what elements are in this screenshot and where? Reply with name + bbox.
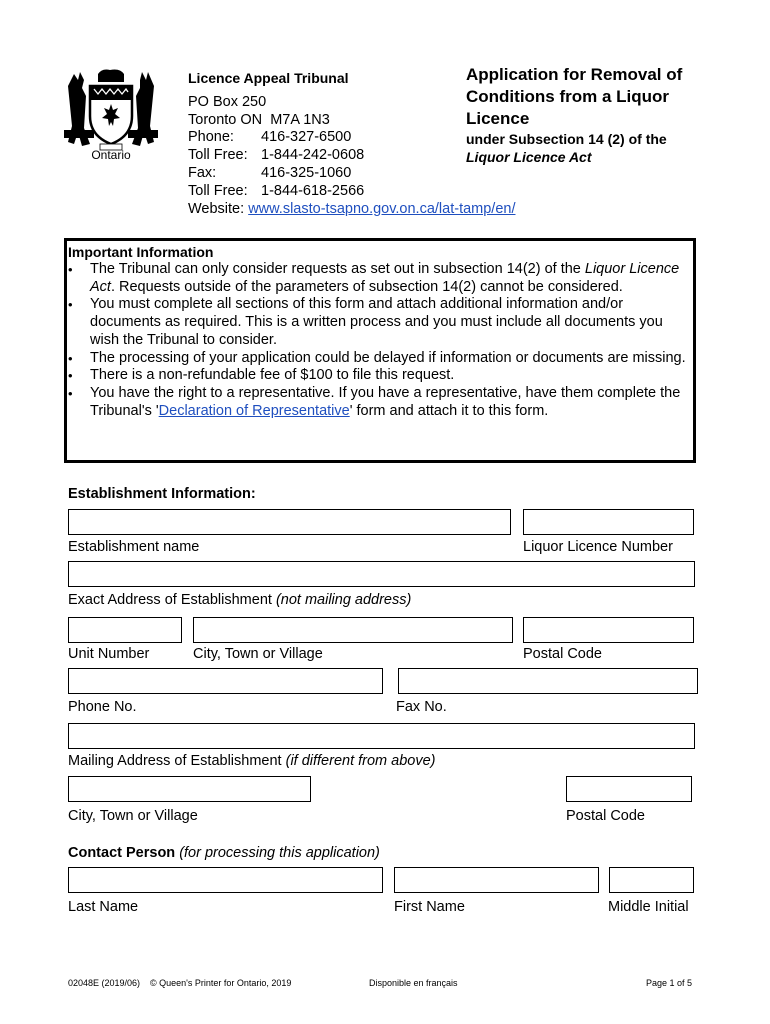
phone-label: Phone: xyxy=(188,129,234,145)
fax-no-input[interactable] xyxy=(398,668,698,694)
mailing-city-input[interactable] xyxy=(68,776,311,802)
form-title xyxy=(466,64,726,130)
info-bullet-2: • You must complete all sections of this form and attach additional information and/or documents as required. This is a written process and you must include all documents you wish the Tribunal to consider. xyxy=(68,296,692,349)
form-title-line-2: Conditions from a Liquor xyxy=(466,87,670,106)
info-bullet-5-text-b: ' form and attach it to this form. xyxy=(349,402,549,419)
liquor-licence-number-label: Liquor Licence Number xyxy=(523,539,673,555)
mailing-city-label: City, Town or Village xyxy=(68,808,198,824)
mailing-label-note: (if different from above) xyxy=(285,753,436,769)
fax-value: 416-325-1060 xyxy=(261,165,352,181)
french-availability: Disponible en français xyxy=(369,978,458,988)
phone-no-label: Phone No. xyxy=(68,699,137,715)
phone-no-input[interactable] xyxy=(68,668,383,694)
form-subtitle xyxy=(466,130,667,166)
tollfree2-value: 1-844-618-2566 xyxy=(261,183,365,199)
contact-heading-note: (for processing this application) xyxy=(175,845,380,861)
mailing-postal-code-label: Postal Code xyxy=(566,808,645,824)
establishment-address-input[interactable] xyxy=(68,561,695,587)
last-name-label: Last Name xyxy=(68,899,139,915)
fax-line xyxy=(188,164,351,182)
city-line: Toronto ON M7A 1N3 xyxy=(188,112,330,128)
phone-value: 416-327-6500 xyxy=(261,129,352,145)
mailing-address-input[interactable] xyxy=(68,723,695,749)
tollfree2-line xyxy=(188,182,364,200)
last-name-input[interactable] xyxy=(68,867,383,893)
middle-initial-input[interactable] xyxy=(609,867,694,893)
info-bullet-3: • The processing of your application could be delayed if information or documents are missing. xyxy=(68,350,692,368)
tollfree-line xyxy=(188,146,364,164)
form-title-line-1: Application for Removal of xyxy=(466,65,683,84)
postal-code-label: Postal Code xyxy=(523,646,602,662)
copyright: © Queen's Printer for Ontario, 2019 xyxy=(150,978,292,988)
info-bullet-1-text-a: The Tribunal can only consider requests as set out in subsection 14(2) of the xyxy=(90,261,585,277)
mailing-address-label xyxy=(68,753,436,769)
liquor-licence-number-input[interactable] xyxy=(523,509,694,535)
first-name-label: First Name xyxy=(394,899,465,915)
page-number: Page 1 of 5 xyxy=(646,978,693,988)
contact-heading-text: Contact Person xyxy=(68,845,176,861)
subtitle-line-1: under Subsection 14 (2) of the xyxy=(466,131,667,147)
establishment-name-label: Establishment name xyxy=(68,539,200,555)
establishment-name-input[interactable] xyxy=(68,509,511,535)
address-label-text: Exact Address of Establishment xyxy=(68,592,276,608)
important-info-heading: Important Information xyxy=(68,244,214,260)
po-box: PO Box 250 xyxy=(188,94,267,110)
org-name: Licence Appeal Tribunal xyxy=(188,70,349,86)
tollfree2-label: Toll Free: xyxy=(188,183,248,199)
unit-number-input[interactable] xyxy=(68,617,182,643)
info-bullet-4: • There is a non-refundable fee of $100 to file this request. xyxy=(68,367,692,385)
address-label-note: (not mailing address) xyxy=(275,592,412,608)
info-bullet-1-act: Liquor Licence Act xyxy=(90,261,680,295)
city-input[interactable] xyxy=(193,617,513,643)
act-name: Liquor Licence Act xyxy=(466,149,592,165)
establishment-heading: Establishment Information: xyxy=(68,486,256,502)
mailing-postal-code-input[interactable] xyxy=(566,776,692,802)
declaration-of-representative-link[interactable]: Declaration of Representative xyxy=(158,402,350,419)
postal-code-input[interactable] xyxy=(523,617,694,643)
tollfree-label: Toll Free: xyxy=(188,147,248,163)
info-bullet-1 xyxy=(68,261,692,296)
form-title-line-3: Licence xyxy=(466,109,530,128)
logo-wordmark: Ontario xyxy=(91,148,131,162)
tollfree-value: 1-844-242-0608 xyxy=(261,147,365,163)
form-number: 02048E (2019/06) xyxy=(68,978,141,988)
info-bullet-1-text-b: . Requests outside of the parameters of subsection 14(2) cannot be considered. xyxy=(110,278,623,295)
website-line xyxy=(188,200,516,218)
phone-line xyxy=(188,128,351,146)
middle-initial-label: Middle Initial xyxy=(608,899,689,915)
mailing-label-text: Mailing Address of Establishment xyxy=(68,753,286,769)
fax-label: Fax: xyxy=(188,165,217,181)
info-bullet-5-text-a: You have the right to a representative. If you have a representative, have them complete the Tribunal's ' xyxy=(90,384,681,419)
important-info-list xyxy=(68,261,692,420)
fax-no-label: Fax No. xyxy=(396,699,447,715)
city-label: City, Town or Village xyxy=(193,646,323,662)
unit-number-label: Unit Number xyxy=(68,646,150,662)
establishment-address-label xyxy=(68,592,411,608)
website-label: Website: xyxy=(188,201,245,217)
info-bullet-5 xyxy=(68,385,692,420)
subtitle-line-2 xyxy=(466,148,667,166)
first-name-input[interactable] xyxy=(394,867,599,893)
website-link[interactable]: www.slasto-tsapno.gov.on.ca/lat-tamp/en/ xyxy=(248,201,516,217)
contact-heading xyxy=(68,845,380,861)
